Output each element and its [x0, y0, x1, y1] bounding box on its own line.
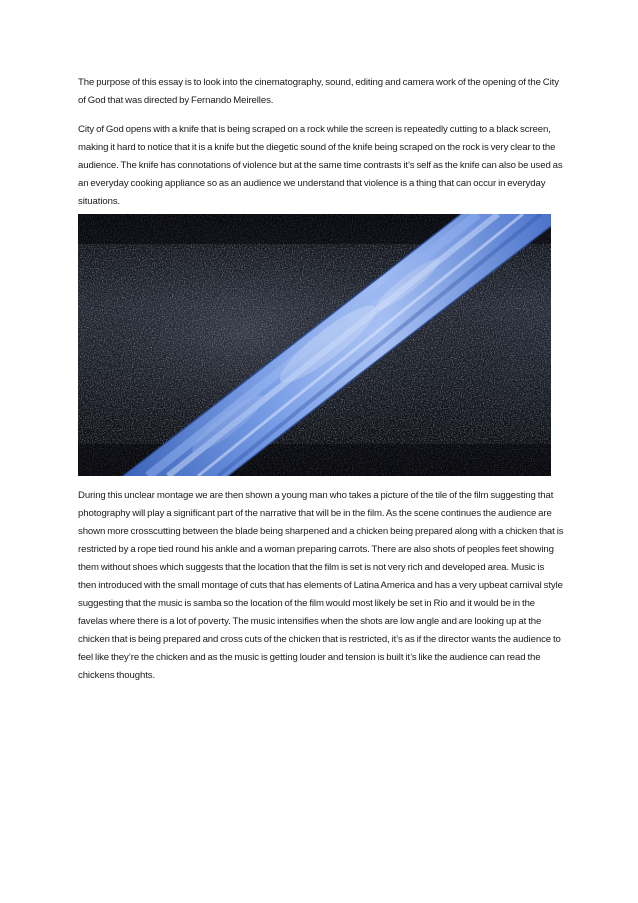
paragraph-montage: During this unclear montage we are then shown a young man who takes a picture of the tile of the film suggesting that photography will play a significant part of the narrative that will be in the film. As the scene continues the audience are shown more crosscutting between the blade being sharpened and a chicken being prepared along with a chicken that is restricted by a rope tied round his ankle and a woman preparing carrots. There are also shots of peoples feet showing them without shoes which suggests that the location that the film is set is not very rich and developed area. Music is then introduced with the small montage of cuts that has elements of Latina America and has a very upbeat carnival style suggesting that the music is samba so the location of the film would most likely be set in Rio and it would be in the favelas where there is a lot of poverty. The music intensifies when the shots are low angle and are looking up at the chicken that is being prepared and cross cuts of the chicken that is restricted, it’s as if the director wants the audience to feel like they’re the chicken and as the music is getting louder and tension is built it’s like the audience can read the chickens thoughts.	[78, 490, 564, 681]
paragraph-intro: The purpose of this essay is to look into the cinematography, sound, editing and camera work of the opening of the City of God that was directed by Fernando Meirelles.	[78, 77, 559, 106]
paragraph-opening-scene: City of God opens with a knife that is being scraped on a rock while the screen is repeatedly cutting to a black screen, making it hard to notice that it is a knife but the diegetic sound of the knife being scraped on the rock is very clear to the audience. The knife has connotations of violence but at the same time contrasts it’s self as the knife can also be used as an everyday cooking appliance so as an audience we understand that violence is a thing that can occur in everyday situations.	[78, 124, 563, 207]
knife-on-rock-image	[78, 214, 551, 476]
